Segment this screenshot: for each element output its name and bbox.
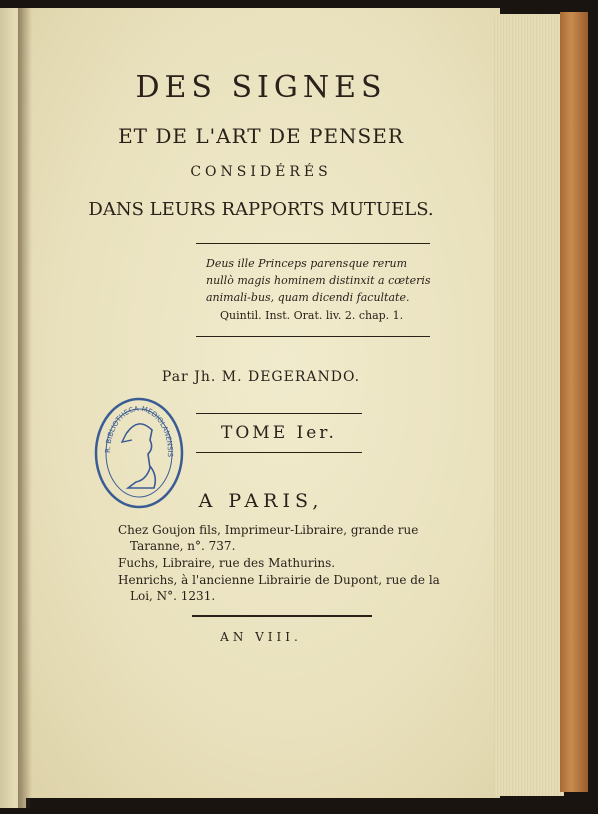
publisher-line: Henrichs, à l'ancienne Librairie de Dupont, rue de la Loi, N°. 1231. (118, 573, 440, 603)
title-main: DES SIGNES (135, 70, 387, 105)
volume-label: TOME Ier. (221, 423, 337, 443)
publishers (118, 522, 448, 605)
epigraph: Deus ille Princeps parensque rerum nullò magis hominem distinxit a cœteris animali-bus, quam dicendi facultate. (206, 257, 431, 304)
publisher-line: Chez Goujon fils, Imprimeur-Libraire, grande rue Taranne, n°. 737. (118, 523, 419, 553)
svg-text:R. BIBLIOTHECA MEDIOLANENSIS: R. BIBLIOTHECA MEDIOLANENSIS (103, 404, 175, 458)
author-line: Par Jh. M. DEGERANDO. (161, 369, 361, 385)
divider (196, 413, 362, 414)
publisher-line: Fuchs, Libraire, rue des Mathurins. (118, 556, 336, 570)
leather-cover (560, 12, 588, 792)
divider (196, 243, 430, 244)
city: A PARIS, (198, 490, 324, 512)
page-edges (494, 14, 564, 796)
divider (192, 615, 372, 617)
divider (196, 452, 362, 453)
year: AN VIII. (220, 630, 302, 644)
title-line-4: DANS LEURS RAPPORTS MUTUELS. (88, 199, 434, 220)
title-line-3: CONSIDÉRÉS (190, 164, 332, 180)
epigraph-source: Quintil. Inst. Orat. liv. 2. chap. 1. (220, 309, 404, 322)
title-line-2: ET DE L'ART DE PENSER (118, 124, 404, 148)
divider (196, 336, 430, 337)
